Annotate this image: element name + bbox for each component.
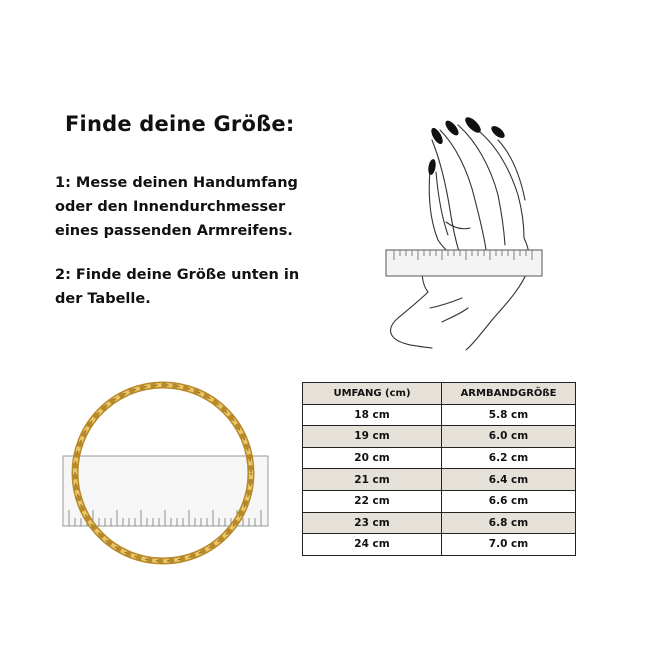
table-cell: 7.0 cm [442,534,576,556]
table-cell: 19 cm [303,426,442,448]
table-cell: 6.4 cm [442,469,576,491]
table-cell: 18 cm [303,404,442,426]
size-table [302,382,576,556]
table-row [303,512,576,534]
table-row [303,469,576,491]
table-cell: 22 cm [303,490,442,512]
table-cell: 21 cm [303,469,442,491]
instruction-line: der Tabelle. [55,291,151,307]
table-cell: 23 cm [303,512,442,534]
hand-measuring-icon [380,110,560,355]
table-row [303,426,576,448]
column-header: UMFANG (cm) [303,383,442,405]
instruction-line: oder den Innendurchmesser [55,199,286,215]
instruction-step-1 [55,171,298,243]
table-row [303,534,576,556]
table-cell: 6.8 cm [442,512,576,534]
instruction-line: 2: Finde deine Größe unten in [55,267,300,283]
instruction-line: eines passenden Armreifens. [55,223,293,239]
instruction-line: 1: Messe deinen Handumfang [55,175,298,191]
table-cell: 20 cm [303,447,442,469]
table-cell: 5.8 cm [442,404,576,426]
table-row [303,404,576,426]
table-row [303,447,576,469]
twisted-gold-bangle-icon [55,370,280,575]
table-cell: 6.2 cm [442,447,576,469]
instruction-step-2 [55,263,299,311]
column-header: ARMBANDGRÖßE [442,383,576,405]
table-cell: 6.6 cm [442,490,576,512]
table-header-row [303,383,576,405]
table-cell: 6.0 cm [442,426,576,448]
table-cell: 24 cm [303,534,442,556]
page-title: Finde deine Größe: [65,112,295,136]
table-row [303,490,576,512]
